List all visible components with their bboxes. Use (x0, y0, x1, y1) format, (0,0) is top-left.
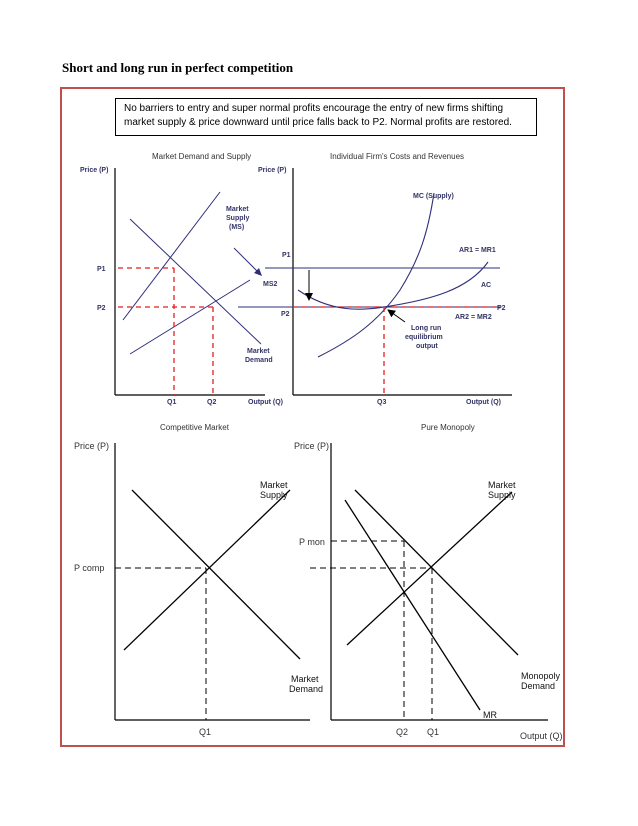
ur-title: Individual Firm's Costs and Revenues (330, 152, 465, 161)
ul-price-axis-label: Price (P) (80, 167, 109, 174)
lr-title: Pure Monopoly (421, 423, 475, 432)
ul-p1-label: P1 (97, 266, 106, 273)
ur-mc-label: MC (Supply) (413, 193, 454, 200)
ll-price-axis-label: Price (P) (74, 441, 110, 451)
ul-market-supply-curve (123, 192, 220, 320)
ul-title: Market Demand and Supply (152, 152, 252, 161)
ul-ms-label-3: (MS) (229, 224, 245, 231)
ll-demand-label-2: Demand (289, 684, 324, 694)
ll-pcomp-label: P comp (74, 563, 105, 573)
individual-firm-graph (238, 152, 512, 406)
ul-md-label-2: Demand (245, 357, 273, 364)
ul-output-axis-label: Output (Q) (248, 399, 283, 406)
lr-q1-label: Q1 (427, 727, 440, 737)
lr-mr-curve (345, 500, 480, 710)
ur-mc-curve (318, 193, 434, 357)
lr-pmon-label: P mon (299, 537, 325, 547)
ur-p1-label: P1 (282, 252, 291, 259)
ul-q2-label: Q2 (207, 399, 217, 406)
ul-md-label-1: Market (247, 348, 270, 355)
lr-output-axis-label: Output (Q) (520, 731, 563, 741)
competitive-market-graph (74, 423, 323, 737)
note-line-1: No barriers to entry and super normal profits encourage the entry of new firms shifting (124, 103, 504, 114)
ul-q1-label: Q1 (167, 399, 177, 406)
market-demand-supply-graph (80, 152, 283, 406)
ur-lr-label-3: output (416, 343, 438, 350)
ll-market-demand-curve (132, 490, 300, 659)
ul-ms-label-2: Supply (226, 215, 250, 222)
pure-monopoly-graph (294, 423, 563, 741)
lr-mr-label: MR (483, 710, 497, 720)
ur-ac-curve (298, 262, 488, 309)
note-line-2: market supply & price downward until price falls back to P2. Normal profits are restored. (124, 117, 512, 128)
ll-market-supply-curve (124, 490, 290, 650)
ul-p2-label: P2 (97, 305, 106, 312)
ur-equilibrium-arrow (388, 310, 405, 322)
ur-lr-label-2: equilibrium (405, 334, 443, 341)
ul-ms-label-1: Market (226, 206, 249, 213)
ur-ac-label: AC (481, 282, 492, 289)
ur-p2-left-label: P2 (281, 311, 290, 318)
ur-q3-label: Q3 (377, 399, 387, 406)
lr-q2-label: Q2 (396, 727, 409, 737)
ll-q1-label: Q1 (199, 727, 212, 737)
ur-ar2-label: AR2 = MR2 (455, 314, 492, 321)
ll-demand-label-1: Market (291, 674, 319, 684)
page-heading: Short and long run in perfect competition (62, 60, 294, 75)
ur-price-axis-label: Price (P) (258, 167, 287, 174)
ll-supply-label-1: Market (260, 480, 288, 490)
ur-p2-right-label: P2 (497, 305, 506, 312)
ur-ar1-label: AR1 = MR1 (459, 247, 496, 254)
lr-demand-label-1: Monopoly (521, 671, 561, 681)
ll-title: Competitive Market (160, 423, 229, 432)
lr-demand-label-2: Demand (521, 681, 556, 691)
ll-supply-label-2: Supply (260, 490, 288, 500)
ul-ms2-label: MS2 (263, 281, 278, 288)
lr-monopoly-demand-curve (355, 490, 518, 655)
ur-lr-label-1: Long run (411, 325, 442, 332)
ur-output-axis-label: Output (Q) (466, 399, 501, 406)
lr-price-axis-label: Price (P) (294, 441, 330, 451)
lr-supply-label-1: Market (488, 480, 516, 490)
lr-supply-label-2: Supply (488, 490, 516, 500)
ul-market-demand-curve (130, 219, 261, 344)
